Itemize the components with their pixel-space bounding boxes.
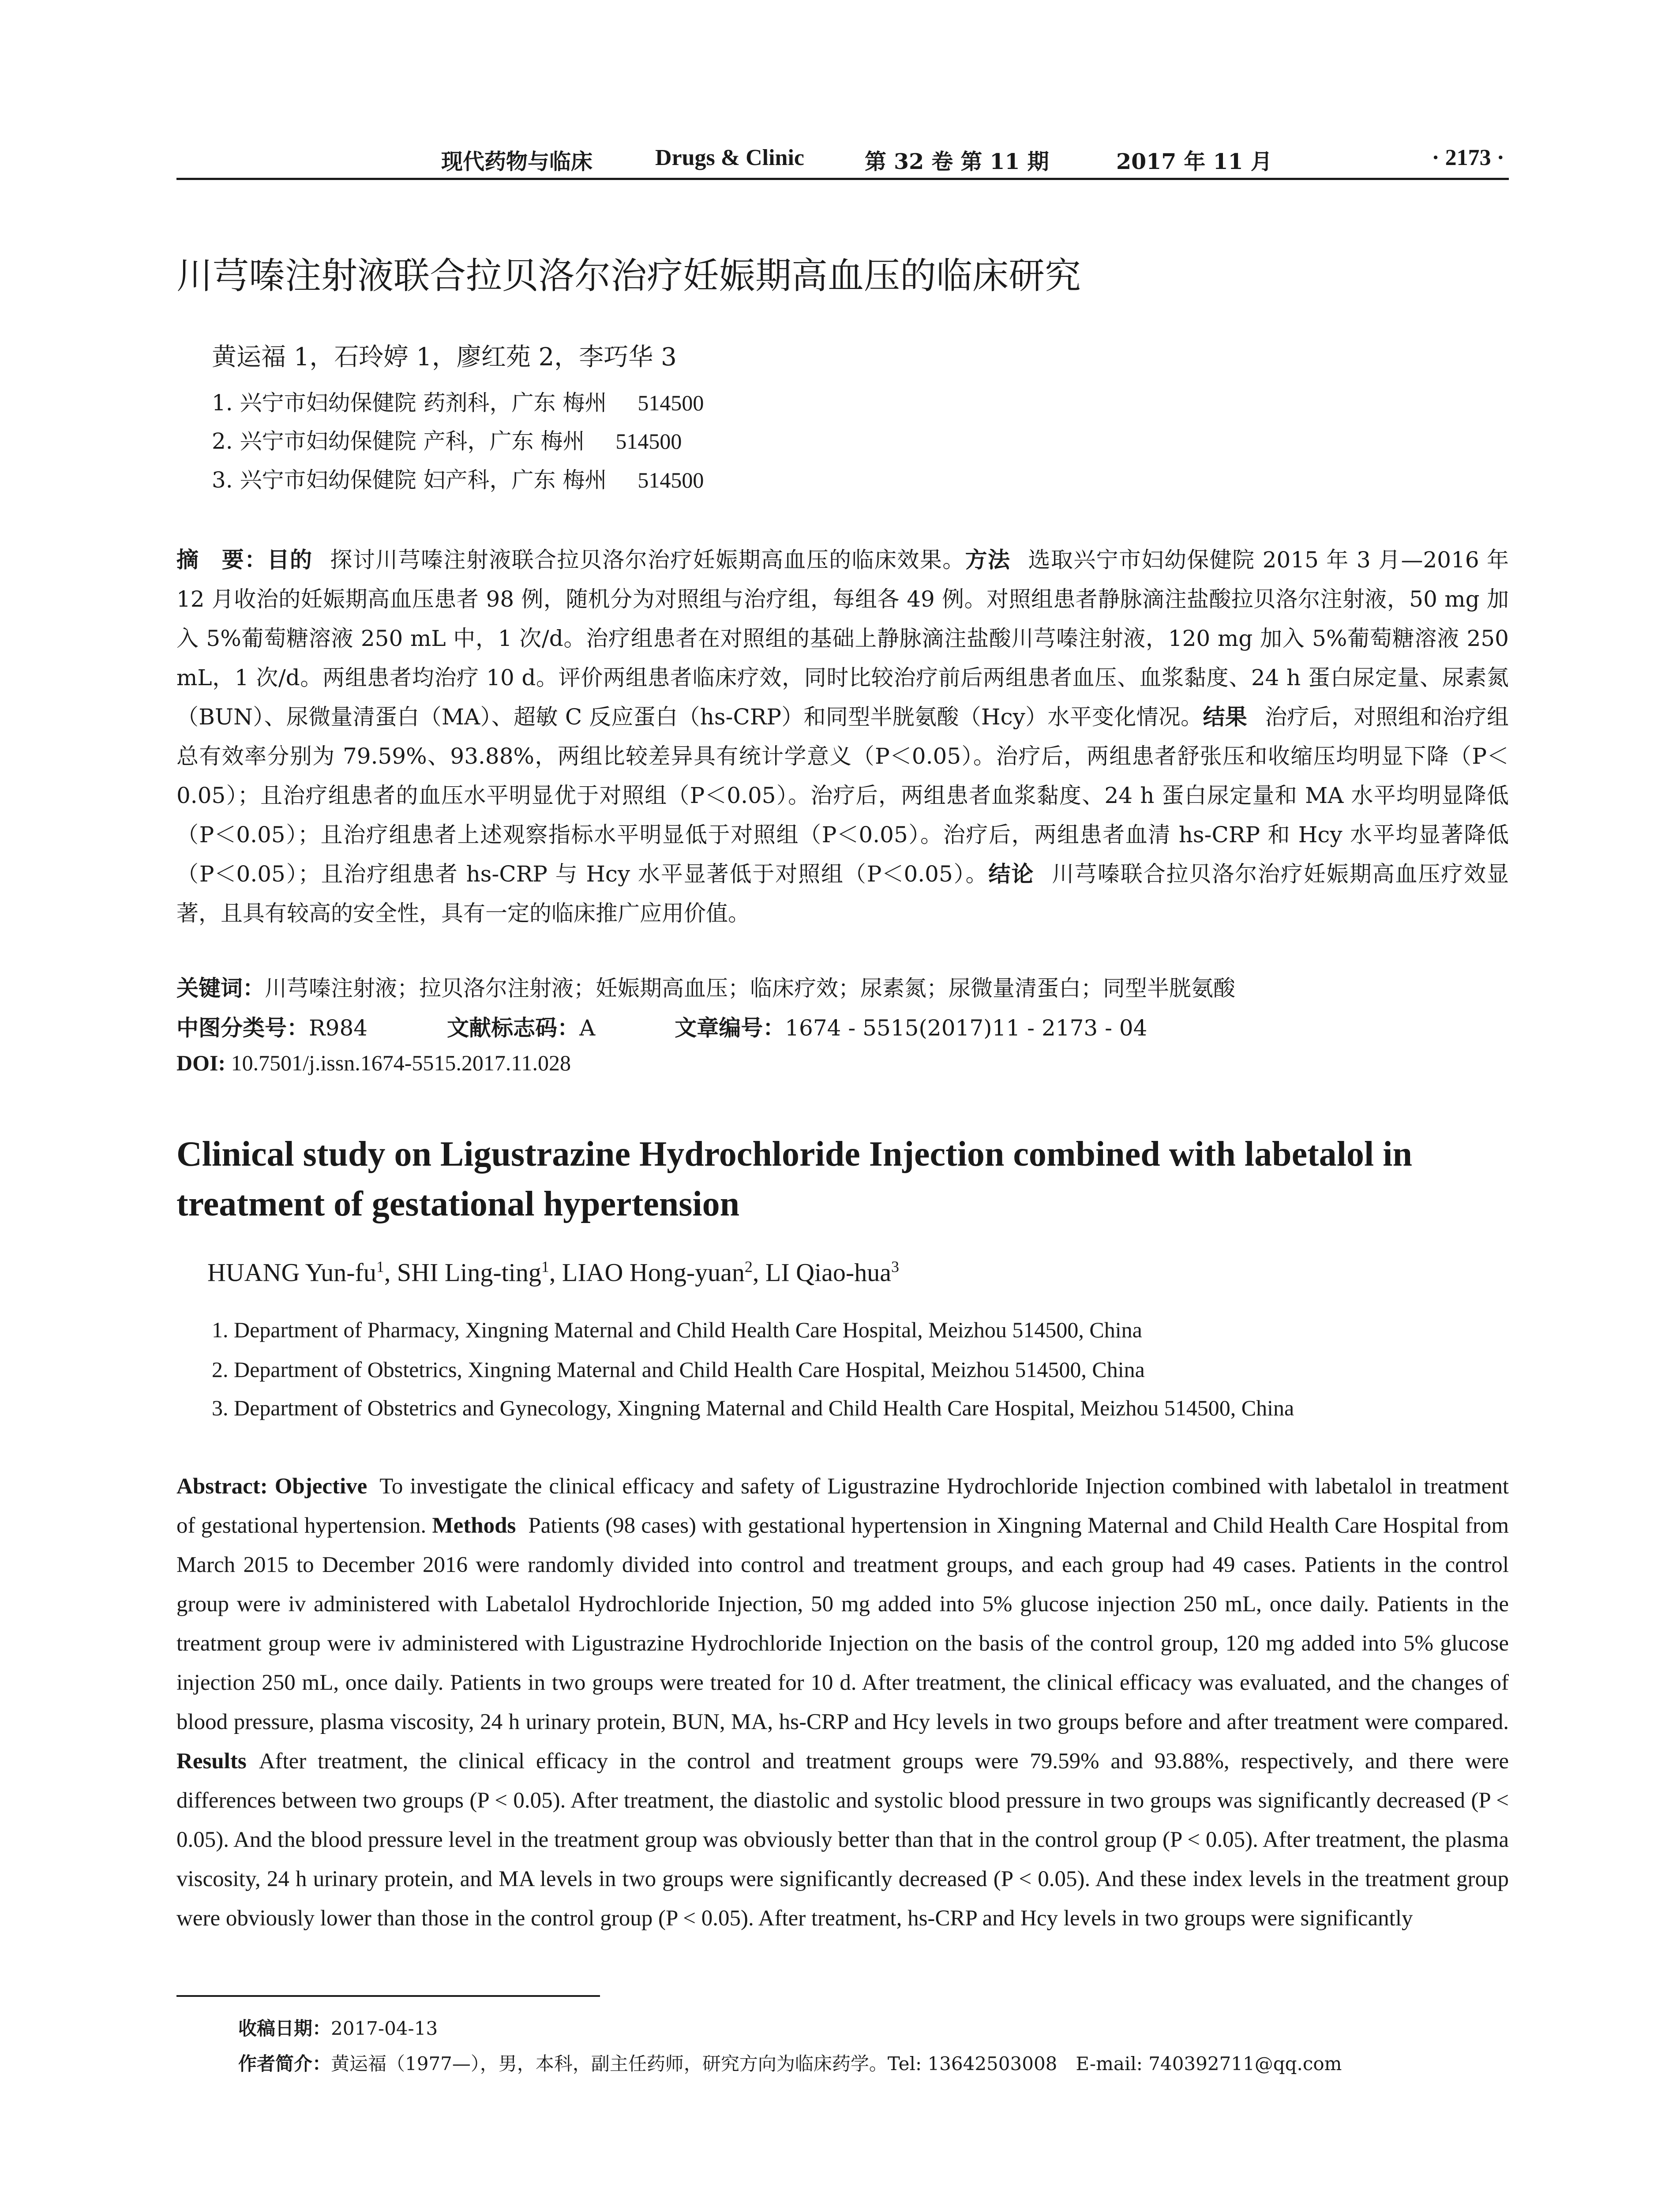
- clc-label: 中图分类号：: [176, 1015, 309, 1041]
- classification-codes: [176, 1010, 1148, 1042]
- author-affil-mark: 2: [744, 1258, 753, 1276]
- abstract-cn: [176, 540, 1509, 933]
- methods-text: 选取兴宁市妇幼保健院 2015 年 3 月—2016 年 12 月收治的妊娠期高血压患者 98 例，随机分为对照组与治疗组，每组各 49 例。对照组患者静脉滴注盐酸拉贝洛尔注射液，50 mg 加入 5%葡萄糖溶液 250 mL 中，1 次/d。治疗组患者在对照组的基础上静脉滴注盐酸川芎嗪注射液，120 mg 加入 5%葡萄糖溶液 250 mL，1 次/d。两组患者均治疗 10 d。评价两组患者临床疗效，同时比较治疗前后两组患者血压、血浆黏度、24 h 蛋白尿定量、尿素氮（BUN）、尿微量清蛋白（MA）、超敏 C 反应蛋白（hs-CRP）和同型半胱氨酸（Hcy）水平变化情况。: [176, 547, 1509, 730]
- author-bio: [238, 2049, 1342, 2076]
- results-label: 结果: [1203, 704, 1248, 730]
- received-label: 收稿日期：: [238, 2018, 331, 2039]
- results-label: Results: [176, 1749, 247, 1774]
- conclusion-label: 结论: [988, 861, 1035, 887]
- article-title-en: Clinical study on Ligustrazine Hydrochloride Injection combined with labetalol in treatment of gestational hypertension: [176, 1135, 1412, 1223]
- objective-label: 目的: [267, 547, 313, 573]
- author-affil-mark: 3: [891, 1258, 899, 1276]
- article-no-value: 1674 - 5515(2017)11 - 2173 - 04: [785, 1015, 1148, 1041]
- author-name: HUANG Yun-fu: [207, 1258, 376, 1287]
- publication-date: 2017 年 11 月: [1116, 149, 1272, 174]
- doi-label: DOI:: [176, 1050, 226, 1075]
- keywords-label: 关键词：: [176, 975, 265, 1001]
- clc-value: R984: [309, 1015, 368, 1041]
- methods-label: 方法: [965, 547, 1011, 573]
- keywords-cn: [176, 971, 1235, 1002]
- author-name: LIAO Hong-yuan: [562, 1258, 745, 1287]
- author-name: SHI Ling-ting: [397, 1258, 541, 1287]
- affiliation-cn: [212, 385, 704, 417]
- affiliation-en: 1. Department of Pharmacy, Xingning Maternal and Child Health Care Hospital, Meizhou 514500, China: [212, 1317, 1142, 1342]
- author-bio-text: 黄运福（1977—），男，本科，副主任药师，研究方向为临床药学。Tel: 13642503008 E-mail: 740392711@qq.com: [331, 2053, 1342, 2075]
- running-header: [176, 140, 1509, 176]
- journal-name-cn: 现代药物与临床: [441, 149, 593, 174]
- affiliation-text: 1. 兴宁市妇幼保健院 药剂科，广东 梅州: [212, 390, 607, 416]
- methods-label: Methods: [432, 1513, 516, 1538]
- affiliation-en: 3. Department of Obstetrics and Gynecology, Xingning Maternal and Child Health Care Hospital, Meizhou 514500, China: [212, 1396, 1294, 1420]
- affiliation-cn: [212, 462, 704, 494]
- article-title-cn: 川芎嗪注射液联合拉贝洛尔治疗妊娠期高血压的临床研究: [176, 255, 1081, 297]
- received-value: 2017-04-13: [331, 2018, 438, 2039]
- results-text: After treatment, the clinical efficacy in the control and treatment groups were 79.59% and 93.88%, respectively, and there were differences between two groups (P < 0.05). After treatment, the diastolic and systolic blood pressure in two groups was significantly decreased (P < 0.05). And the blood pressure level in the treatment group was obviously better than that in the control group (P < 0.05). After treatment, the plasma viscosity, 24 h urinary protein, and MA levels in two groups were significantly decreased (P < 0.05). And these index levels in the treatment group were obviously lower than those in the control group (P < 0.05). After treatment, hs-CRP and Hcy levels in two groups were significantly: [176, 1749, 1509, 1931]
- objective-label: Objective: [274, 1474, 368, 1499]
- doc-code-value: A: [579, 1015, 596, 1041]
- conclusion-text: 川芎嗪联合拉贝洛尔治疗妊娠期高血压疗效显著，且具有较高的安全性，具有一定的临床推广应用价值。: [176, 861, 1509, 926]
- author-name: LI Qiao-hua: [765, 1258, 891, 1287]
- journal-name-en: Drugs & Clinic: [655, 145, 804, 170]
- footnote-divider: [176, 1995, 600, 1997]
- postcode: 514500: [638, 468, 704, 492]
- header-divider: [176, 178, 1509, 180]
- author-affil-mark: 1: [376, 1258, 384, 1276]
- abstract-label: Abstract:: [176, 1474, 268, 1499]
- author-affil-mark: 1: [541, 1258, 549, 1276]
- postcode: 514500: [615, 429, 682, 454]
- authors-cn: 黄运福 1，石玲婷 1，廖红苑 2，李巧华 3: [212, 343, 677, 371]
- keywords-text: 川芎嗪注射液；拉贝洛尔注射液；妊娠期高血压；临床疗效；尿素氮；尿微量清蛋白；同型半胱氨酸: [265, 975, 1235, 1001]
- abstract-en: [176, 1467, 1509, 1938]
- results-text: 治疗后，对照组和治疗组总有效率分别为 79.59%、93.88%，两组比较差异具有统计学意义（P＜0.05）。治疗后，两组患者舒张压和收缩压均明显下降（P＜0.05）；且治疗组患者的血压水平明显优于对照组（P＜0.05）。治疗后，两组患者血浆黏度、24 h 蛋白尿定量和 MA 水平均明显降低（P＜0.05）；且治疗组患者上述观察指标水平明显低于对照组（P＜0.05）。治疗后，两组患者血清 hs-CRP 和 Hcy 水平均显著降低（P＜0.05）；且治疗组患者 hs-CRP 与 Hcy 水平显著低于对照组（P＜0.05）。: [176, 704, 1509, 887]
- doc-code-label: 文献标志码：: [447, 1015, 580, 1041]
- doi-value: 10.7501/j.issn.1674-5515.2017.11.028: [231, 1050, 571, 1075]
- affiliation-en: 2. Department of Obstetrics, Xingning Maternal and Child Health Care Hospital, Meizhou 514500, China: [212, 1357, 1145, 1382]
- postcode: 514500: [638, 390, 704, 415]
- volume-issue: 第 32 卷 第 11 期: [865, 149, 1049, 174]
- doi: [176, 1050, 571, 1076]
- received-date: [238, 2014, 438, 2041]
- affiliation-cn: [212, 424, 682, 455]
- methods-text: Patients (98 cases) with gestational hypertension in Xingning Maternal and Child Health Care Hospital from March 2015 to December 2016 were randomly divided into control and treatment groups, and each group had 49 cases. Patients in the control group were iv administered with Labetalol Hydrochloride Injection, 50 mg added into 5% glucose injection 250 mL, once daily. Patients in the treatment group were iv administered with Ligustrazine Hydrochloride Injection on the basis of the control group, 120 mg added into 5% glucose injection 250 mL, once daily. Patients in two groups were treated for 10 d. After treatment, the clinical efficacy was evaluated, and the changes of blood pressure, plasma viscosity, 24 h urinary protein, BUN, MA, hs-CRP and Hcy levels in two groups before and after treatment were compared.: [176, 1513, 1509, 1734]
- abstract-label: 摘 要：: [176, 547, 267, 573]
- objective-text: To investigate the clinical efficacy and safety of Ligustrazine Hydrochloride Injection combined with labetalol in treatment of gestational hypertension.: [176, 1474, 1509, 1538]
- affiliation-text: 2. 兴宁市妇幼保健院 产科，广东 梅州: [212, 428, 585, 454]
- affiliation-text: 3. 兴宁市妇幼保健院 妇产科，广东 梅州: [212, 467, 607, 493]
- page-number: · 2173 ·: [1432, 145, 1504, 170]
- article-no-label: 文章编号：: [675, 1015, 785, 1041]
- author-bio-label: 作者简介：: [238, 2053, 331, 2075]
- objective-text: 探讨川芎嗪注射液联合拉贝洛尔治疗妊娠期高血压的临床效果。: [330, 547, 965, 573]
- authors-en: HUANG Yun-$fu^1$, SHI Ling-ting$^1$, LIAO Hong-yuan$^2$, LI Qiao-hua$^3$: [207, 1258, 899, 1287]
